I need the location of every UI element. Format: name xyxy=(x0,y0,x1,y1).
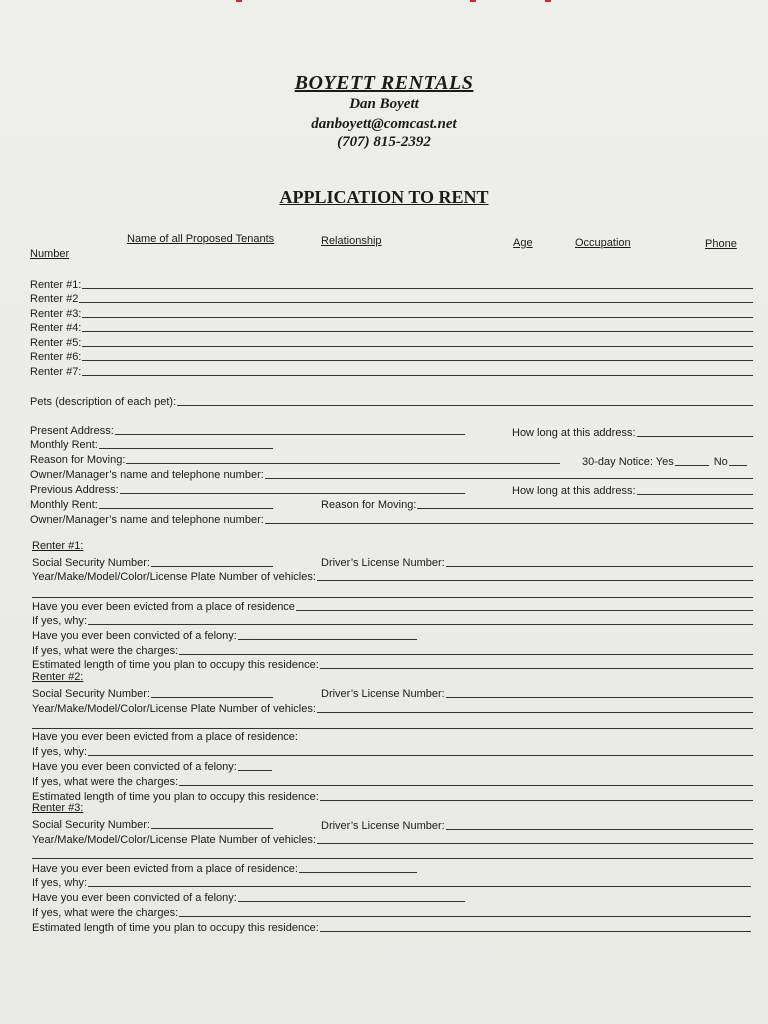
why-row[interactable] xyxy=(32,613,753,627)
present-address-row[interactable] xyxy=(30,423,465,437)
felony-line[interactable] xyxy=(238,628,417,640)
ssn-label: Social Security Number: xyxy=(32,819,150,831)
dl-line[interactable] xyxy=(446,818,753,830)
renter-row-line[interactable] xyxy=(82,277,753,289)
why-label: If yes, why: xyxy=(32,877,88,889)
length-row[interactable] xyxy=(32,920,751,934)
monthly-rent-label-2: Monthly Rent: xyxy=(30,499,98,511)
owner-phone: (707) 815-2392 xyxy=(337,134,431,150)
renter-row[interactable] xyxy=(30,349,753,363)
renter-row-label: Renter #1: xyxy=(30,279,82,291)
previous-address-line[interactable] xyxy=(120,482,465,494)
monthly-rent-row-2[interactable] xyxy=(30,497,273,511)
previous-address-label: Previous Address: xyxy=(30,484,119,496)
renter-section-heading: Renter #1: xyxy=(32,540,84,552)
length-row[interactable] xyxy=(32,657,753,671)
renter-row-label: Renter #7: xyxy=(30,366,82,378)
length-line[interactable] xyxy=(320,920,751,932)
renter-row[interactable] xyxy=(30,291,753,305)
owner-label-2: Owner/Manager’s name and telephone number: xyxy=(30,514,264,526)
vehicles-line[interactable] xyxy=(317,569,753,581)
charges-line[interactable] xyxy=(179,774,753,786)
felony-row[interactable] xyxy=(32,890,465,904)
present-address-line[interactable] xyxy=(115,423,465,435)
column-header-phone: Phone xyxy=(705,238,737,250)
renter-row-line[interactable] xyxy=(82,306,753,318)
charges-line[interactable] xyxy=(179,905,751,917)
length-line[interactable] xyxy=(320,789,753,801)
vehicles-label: Year/Make/Model/Color/License Plate Number of vehicles: xyxy=(32,571,316,583)
ssn-line[interactable] xyxy=(151,686,273,698)
evicted-line[interactable] xyxy=(296,599,753,611)
renter-row[interactable] xyxy=(30,320,753,334)
evicted-label: Have you ever been evicted from a place of residence xyxy=(32,601,295,613)
column-header-relationship: Relationship xyxy=(321,235,382,247)
renter-row[interactable] xyxy=(30,335,753,349)
felony-row[interactable] xyxy=(32,759,272,773)
monthly-rent-row[interactable] xyxy=(30,437,273,451)
red-pen-mark xyxy=(470,0,476,8)
why-label: If yes, why: xyxy=(32,615,88,627)
renter-row-line[interactable] xyxy=(82,320,753,332)
pets-row[interactable] xyxy=(30,394,753,408)
renter-row-line[interactable] xyxy=(82,349,753,361)
column-header-occupation: Occupation xyxy=(575,237,631,249)
ssn-row[interactable] xyxy=(32,817,273,831)
vehicles-label: Year/Make/Model/Color/License Plate Number of vehicles: xyxy=(32,703,316,715)
notice-no-label: No xyxy=(713,456,728,468)
renter-row-line[interactable] xyxy=(82,335,753,347)
ssn-line[interactable] xyxy=(151,555,273,567)
ssn-label: Social Security Number: xyxy=(32,557,150,569)
monthly-rent-label: Monthly Rent: xyxy=(30,439,98,451)
dl-row[interactable] xyxy=(321,818,753,832)
dl-label: Driver’s License Number: xyxy=(321,557,445,569)
renter-row-line[interactable] xyxy=(79,291,753,303)
why-row[interactable] xyxy=(32,744,753,758)
how-long-label: How long at this address: xyxy=(512,427,636,439)
renter-section-heading: Renter #3: xyxy=(32,802,84,814)
vehicles-row[interactable] xyxy=(32,832,753,846)
reason-label-2: Reason for Moving: xyxy=(321,499,417,511)
charges-row[interactable] xyxy=(32,905,751,919)
owner-email: danboyett@comcast.net xyxy=(311,116,457,132)
felony-line[interactable] xyxy=(238,890,465,902)
vehicles-line[interactable] xyxy=(317,701,753,713)
renter-row-line[interactable] xyxy=(82,364,753,376)
monthly-rent-line-2[interactable] xyxy=(99,497,273,509)
charges-row[interactable] xyxy=(32,643,753,657)
ssn-line[interactable] xyxy=(151,817,273,829)
felony-row[interactable] xyxy=(32,628,417,642)
how-long-label-2: How long at this address: xyxy=(512,485,636,497)
vehicles-line[interactable] xyxy=(317,832,753,844)
why-line[interactable] xyxy=(88,744,753,756)
felony-label: Have you ever been convicted of a felony: xyxy=(32,630,237,642)
length-label: Estimated length of time you plan to occupy this residence: xyxy=(32,791,319,803)
renter-row-label: Renter #5: xyxy=(30,337,82,349)
vehicles-extra-line[interactable] xyxy=(32,857,753,859)
pets-label: Pets (description of each pet): xyxy=(30,396,177,408)
renter-row-label: Renter #3: xyxy=(30,308,82,320)
why-label: If yes, why: xyxy=(32,746,88,758)
length-label: Estimated length of time you plan to occupy this residence: xyxy=(32,922,319,934)
ssn-row[interactable] xyxy=(32,686,273,700)
vehicles-extra-line[interactable] xyxy=(32,596,753,598)
charges-label: If yes, what were the charges: xyxy=(32,776,179,788)
form-title: APPLICATION TO RENT xyxy=(279,187,489,207)
renter-row-label: Renter #2 xyxy=(30,293,79,305)
how-long-row-2[interactable] xyxy=(512,483,753,497)
renter-row[interactable] xyxy=(30,306,753,320)
reason-label: Reason for Moving: xyxy=(30,454,126,466)
reason-row-2[interactable] xyxy=(321,497,753,511)
notice-row[interactable] xyxy=(582,454,750,468)
charges-row[interactable] xyxy=(32,774,753,788)
dl-label: Driver’s License Number: xyxy=(321,820,445,832)
renter-section-heading: Renter #2: xyxy=(32,671,84,683)
dl-row[interactable] xyxy=(321,555,753,569)
evicted-row[interactable] xyxy=(32,861,417,875)
charges-label: If yes, what were the charges: xyxy=(32,907,179,919)
evicted-row[interactable] xyxy=(32,731,299,743)
renter-row-label: Renter #6: xyxy=(30,351,82,363)
charges-line[interactable] xyxy=(179,643,753,655)
why-line[interactable] xyxy=(88,613,753,625)
vehicles-row[interactable] xyxy=(32,701,753,715)
monthly-rent-line[interactable] xyxy=(99,437,273,449)
how-long-line-2[interactable] xyxy=(637,483,753,495)
renter-row[interactable] xyxy=(30,364,753,378)
length-label: Estimated length of time you plan to occupy this residence: xyxy=(32,659,319,671)
owner-label: Owner/Manager’s name and telephone number: xyxy=(30,469,264,481)
renter-row-label: Renter #4: xyxy=(30,322,82,334)
red-pen-mark xyxy=(236,0,242,8)
why-line[interactable] xyxy=(88,875,751,887)
column-header-number: Number xyxy=(30,248,70,260)
previous-address-row[interactable] xyxy=(30,482,465,496)
owner-line[interactable] xyxy=(265,467,753,479)
evicted-line[interactable] xyxy=(299,861,417,873)
owner-row[interactable] xyxy=(30,467,753,481)
red-pen-mark xyxy=(545,0,551,8)
dl-line[interactable] xyxy=(446,555,753,567)
evicted-row[interactable] xyxy=(32,599,753,613)
company-name: BOYETT RENTALS xyxy=(294,72,474,94)
length-row[interactable] xyxy=(32,789,753,803)
dl-line[interactable] xyxy=(446,686,753,698)
column-header-age: Age xyxy=(513,237,533,249)
charges-label: If yes, what were the charges: xyxy=(32,645,179,657)
how-long-line[interactable] xyxy=(637,425,753,437)
ssn-label: Social Security Number: xyxy=(32,688,150,700)
column-header-names: Name of all Proposed Tenants xyxy=(127,233,275,245)
ssn-row[interactable] xyxy=(32,555,273,569)
reason-line[interactable] xyxy=(126,452,560,464)
felony-label: Have you ever been convicted of a felony: xyxy=(32,892,237,904)
dl-label: Driver’s License Number: xyxy=(321,688,445,700)
reason-line-2[interactable] xyxy=(417,497,753,509)
owner-line-2[interactable] xyxy=(265,512,753,524)
how-long-row[interactable] xyxy=(512,425,753,439)
notice-label: 30-day Notice: Yes xyxy=(582,456,674,468)
vehicles-extra-line[interactable] xyxy=(32,727,753,729)
present-address-label: Present Address: xyxy=(30,425,114,437)
felony-label: Have you ever been convicted of a felony: xyxy=(32,761,237,773)
why-row[interactable] xyxy=(32,875,751,889)
dl-row[interactable] xyxy=(321,686,753,700)
notice-yes-line[interactable] xyxy=(675,454,709,466)
vehicles-label: Year/Make/Model/Color/License Plate Number of vehicles: xyxy=(32,834,316,846)
owner-name: Dan Boyett xyxy=(349,96,419,112)
length-line[interactable] xyxy=(320,657,753,669)
reason-row[interactable] xyxy=(30,452,560,466)
vehicles-row[interactable] xyxy=(32,569,753,583)
evicted-label: Have you ever been evicted from a place of residence: xyxy=(32,863,298,875)
pets-line[interactable] xyxy=(177,394,753,406)
felony-line[interactable] xyxy=(238,759,272,771)
renter-row[interactable] xyxy=(30,277,753,291)
owner-row-2[interactable] xyxy=(30,512,753,526)
evicted-label: Have you ever been evicted from a place of residence: xyxy=(32,731,298,743)
notice-no-line[interactable] xyxy=(729,454,747,466)
